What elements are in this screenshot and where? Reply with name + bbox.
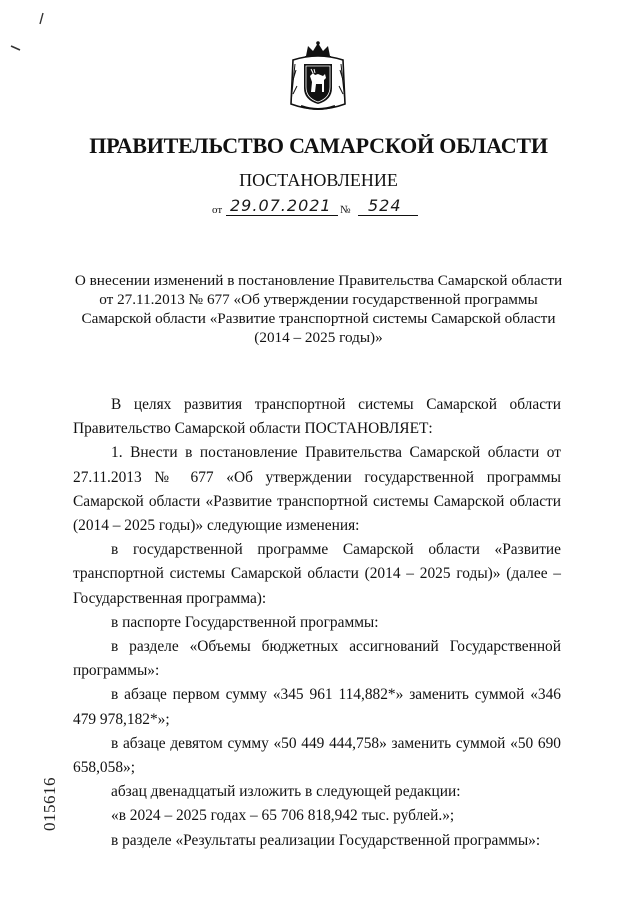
paragraph: в абзаце первом сумму «345 961 114,882*» заменить суммой «346 479 978,182*»; bbox=[73, 686, 561, 728]
serial-number-text: 015616 bbox=[40, 777, 59, 831]
paragraph: «в 2024 – 2025 годах – 65 706 818,942 тыс. рублей.»; bbox=[111, 807, 455, 825]
number-underline bbox=[358, 215, 418, 216]
paragraph: в абзаце девятом сумму «50 449 444,758» заменить суммой «50 690 658,058»; bbox=[73, 734, 561, 777]
paragraph: 1. Внести в постановление Правительства Самарской области от 27.11.2013 № 677 «Об утверждении государственной программы Самарской области «Развитие транспортной системы Самарской области (2014 – 2025 годы)» следующие изменения: bbox=[73, 444, 561, 535]
scan-mark-left bbox=[10, 44, 22, 52]
subject-line: (2014 – 2025 годы)» bbox=[254, 329, 383, 346]
number-label: № bbox=[340, 204, 351, 216]
scan-mark-top bbox=[38, 12, 46, 26]
document-type: ПОСТАНОВЛЕНИЕ bbox=[239, 170, 398, 190]
paragraph: В целях развития транспортной системы Самарской области Правительство Самарской области ПОСТАНОВЛЯЕТ: bbox=[73, 396, 561, 438]
date-number-line bbox=[212, 196, 432, 220]
document-body bbox=[73, 393, 561, 853]
subject-line: от 27.11.2013 № 677 «Об утверждении государственной программы bbox=[99, 291, 538, 308]
paragraph: абзац двенадцатый изложить в следующей редакции: bbox=[111, 783, 461, 801]
paragraph: в государственной программе Самарской области «Развитие транспортной системы Самарской области (2014 – 2025 годы)» (далее – Государственная программа): bbox=[73, 541, 561, 607]
date-from-label: от bbox=[212, 204, 223, 216]
side-serial-number bbox=[38, 766, 62, 846]
number-value: 524 bbox=[368, 196, 402, 215]
subject-line: О внесении изменений в постановление Правительства Самарской области bbox=[74, 272, 563, 289]
paragraph: в разделе «Результаты реализации Государственной программы»: bbox=[111, 831, 541, 849]
paragraph: в разделе «Объемы бюджетных ассигнований Государственной программы»: bbox=[73, 638, 561, 680]
paragraph: в паспорте Государственной программы: bbox=[111, 613, 379, 631]
date-underline bbox=[226, 215, 338, 216]
date-value: 29.07.2021 bbox=[230, 196, 332, 215]
subject-heading bbox=[60, 271, 577, 347]
government-title: ПРАВИТЕЛЬСТВО САМАРСКОЙ ОБЛАСТИ bbox=[89, 133, 548, 158]
subject-line: Самарской области «Развитие транспортной системы Самарской области bbox=[81, 310, 556, 327]
samara-coat-of-arms-icon bbox=[287, 40, 349, 114]
